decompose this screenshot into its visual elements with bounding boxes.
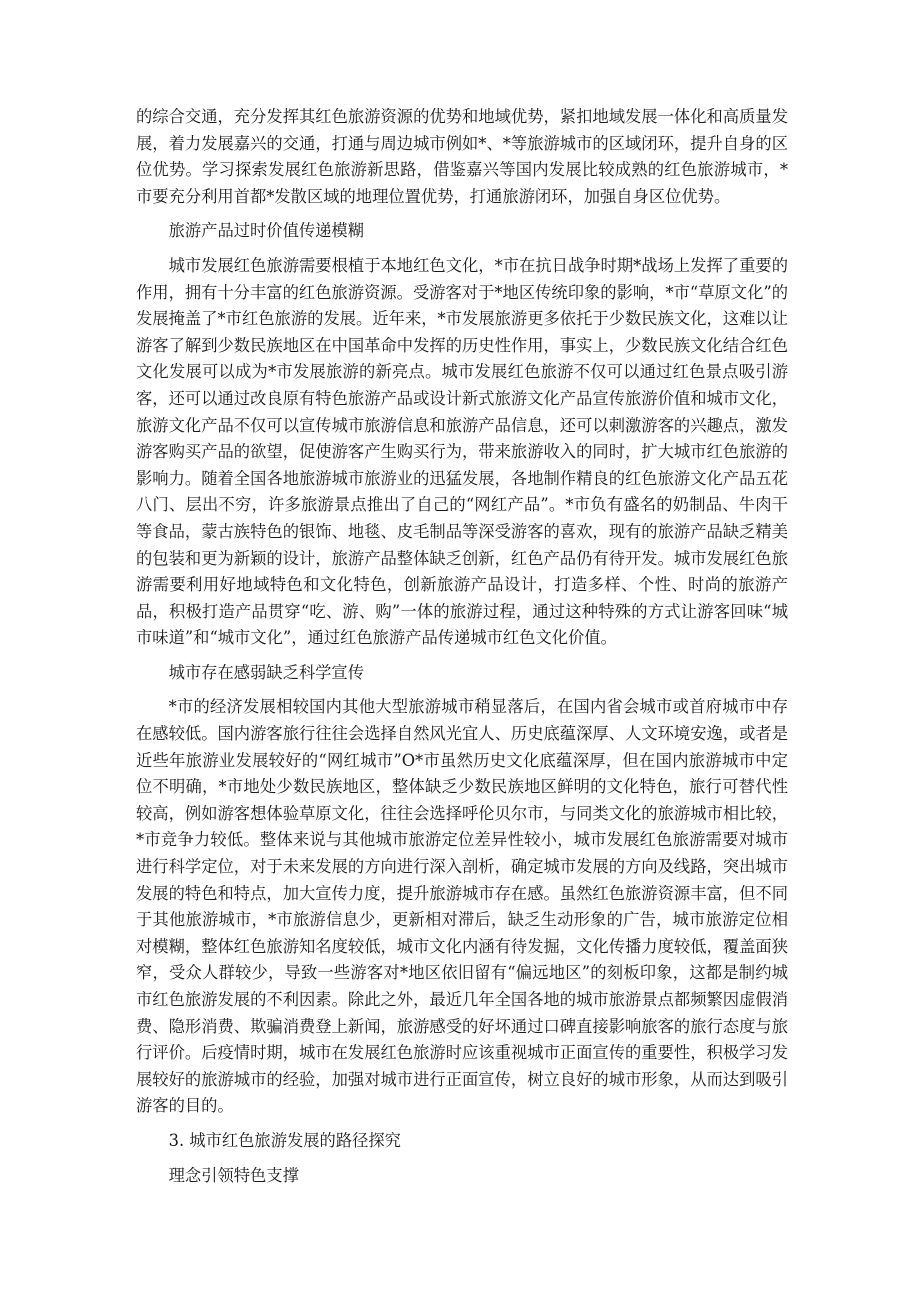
section-heading-outdated-products: 旅游产品过时价值传递模糊 (168, 221, 364, 241)
paragraph-city-promotion: *市的经济发展相较国内其他大型旅游城市稍显落后，在国内省会城市或首府城市中存在感较低。国内游客旅行往往会选择自然风光宜人、历史底蕴深厚、人文环境安逸，或者是近些年旅游业发展较好的“网红城市”O*市虽然历史文化底蕴深厚，但在国内旅游城市中定位不明确，*市地处少数民族地区，整体缺乏少数民族地区鲜明的文化特色，旅行可替代性较高，例如游客想体验草原文化，往往会选择呼伦贝尔市，与同类文化的旅游城市相比较，*市竞争力较低。整体来说与其他城市旅游定位差异性较小，城市发展红色旅游需要对城市进行科学定位，对于未来发展的方向进行深入剖析，确定城市发展的方向及线路，突出城市发展的特色和特点，加大宣传力度，提升旅游城市存在感。虽然红色旅游资源丰富，但不同于其他旅游城市，*市旅游信息少，更新相对滞后，缺乏生动形象的广告，城市旅游定位相对模糊，整体红色旅游知名度较低，城市文化内涵有待发掘，文化传播力度较低，覆盖面狭窄，受众人群较少，导致一些游客对*地区依旧留有“偏远地区”的刻板印象，这都是制约城市红色旅游发展的不利因素。除此之外，最近几年全国各地的城市旅游景点都频繁因虚假消费、隐形消费、欺骗消费登上新闻，旅游感受的好坏通过口碑直接影响旅客的旅行态度与旅行评价。后疫情时期，城市在发展红色旅游时应该重视城市正面宣传的重要性，积极学习发展较好的旅游城市的经验，加强对城市进行正面宣传，树立良好的城市形象，从而达到吸引游客的目的。 (136, 697, 788, 1116)
section-heading-development-path: 3. 城市红色旅游发展的路径探究 (168, 1130, 401, 1150)
section-heading-concept-guidance: 理念引领特色支撑 (168, 1165, 299, 1185)
paragraph-regional-advantage: 的综合交通，充分发挥其红色旅游资源的优势和地域优势，紧扣地域发展一体化和高质量发展，着力发展嘉兴的交通，打通与周边城市例如*、*等旅游城市的区域闭环，提升自身的区位优势。学习探索发展红色旅游新思路，借鉴嘉兴等国内发展比较成熟的红色旅游城市，*市要充分利用首都*发散区域的地理位置优势，打通旅游闭环，加强自身区位优势。 (136, 107, 788, 206)
document-page (136, 104, 788, 1197)
section-heading-weak-presence: 城市存在感弱缺乏科学宣传 (168, 662, 364, 682)
paragraph-tourism-products: 城市发展红色旅游需要根植于本地红色文化，*市在抗日战争时期*战场上发挥了重要的作用，拥有十分丰富的红色旅游资源。受游客对于*地区传统印象的影响，*市“草原文化”的发展掩盖了*市红色旅游的发展。近年来，*市发展旅游更多依托于少数民族文化，这难以让游客了解到少数民族地区在中国革命中发挥的历史性作用，事实上，少数民族文化结合红色文化发展可以成为*市发展旅游的新亮点。城市发展红色旅游不仅可以通过红色景点吸引游客，还可以通过改良原有特色旅游产品或设计新式旅游文化产品宣传旅游价值和城市文化，旅游文化产品不仅可以宣传城市旅游信息和旅游产品信息，还可以刺激游客的兴趣点，激发游客购买产品的欲望，促使游客产生购买行为，带来旅游收入的同时，扩大城市红色旅游的影响力。随着全国各地旅游城市旅游业的迅猛发展，各地制作精良的红色旅游文化产品五花八门、层出不穷，许多旅游景点推出了自己的“网红产品”。*市负有盛名的奶制品、牛肉干等食品，蒙古族特色的银饰、地毯、皮毛制品等深受游客的喜欢，现有的旅游产品缺乏精美的包装和更为新颖的设计，旅游产品整体缺乏创新，红色产品仍有待开发。城市发展红色旅游需要利用好地域特色和文化特色，创新旅游产品设计，打造多样、个性、时尚的旅游产品，积极打造产品贯穿“吃、游、购”一体的旅游过程，通过这种特殊的方式让游客回味“城市味道”和“城市文化”，通过红色旅游产品传递城市红色文化价值。 (136, 255, 788, 648)
